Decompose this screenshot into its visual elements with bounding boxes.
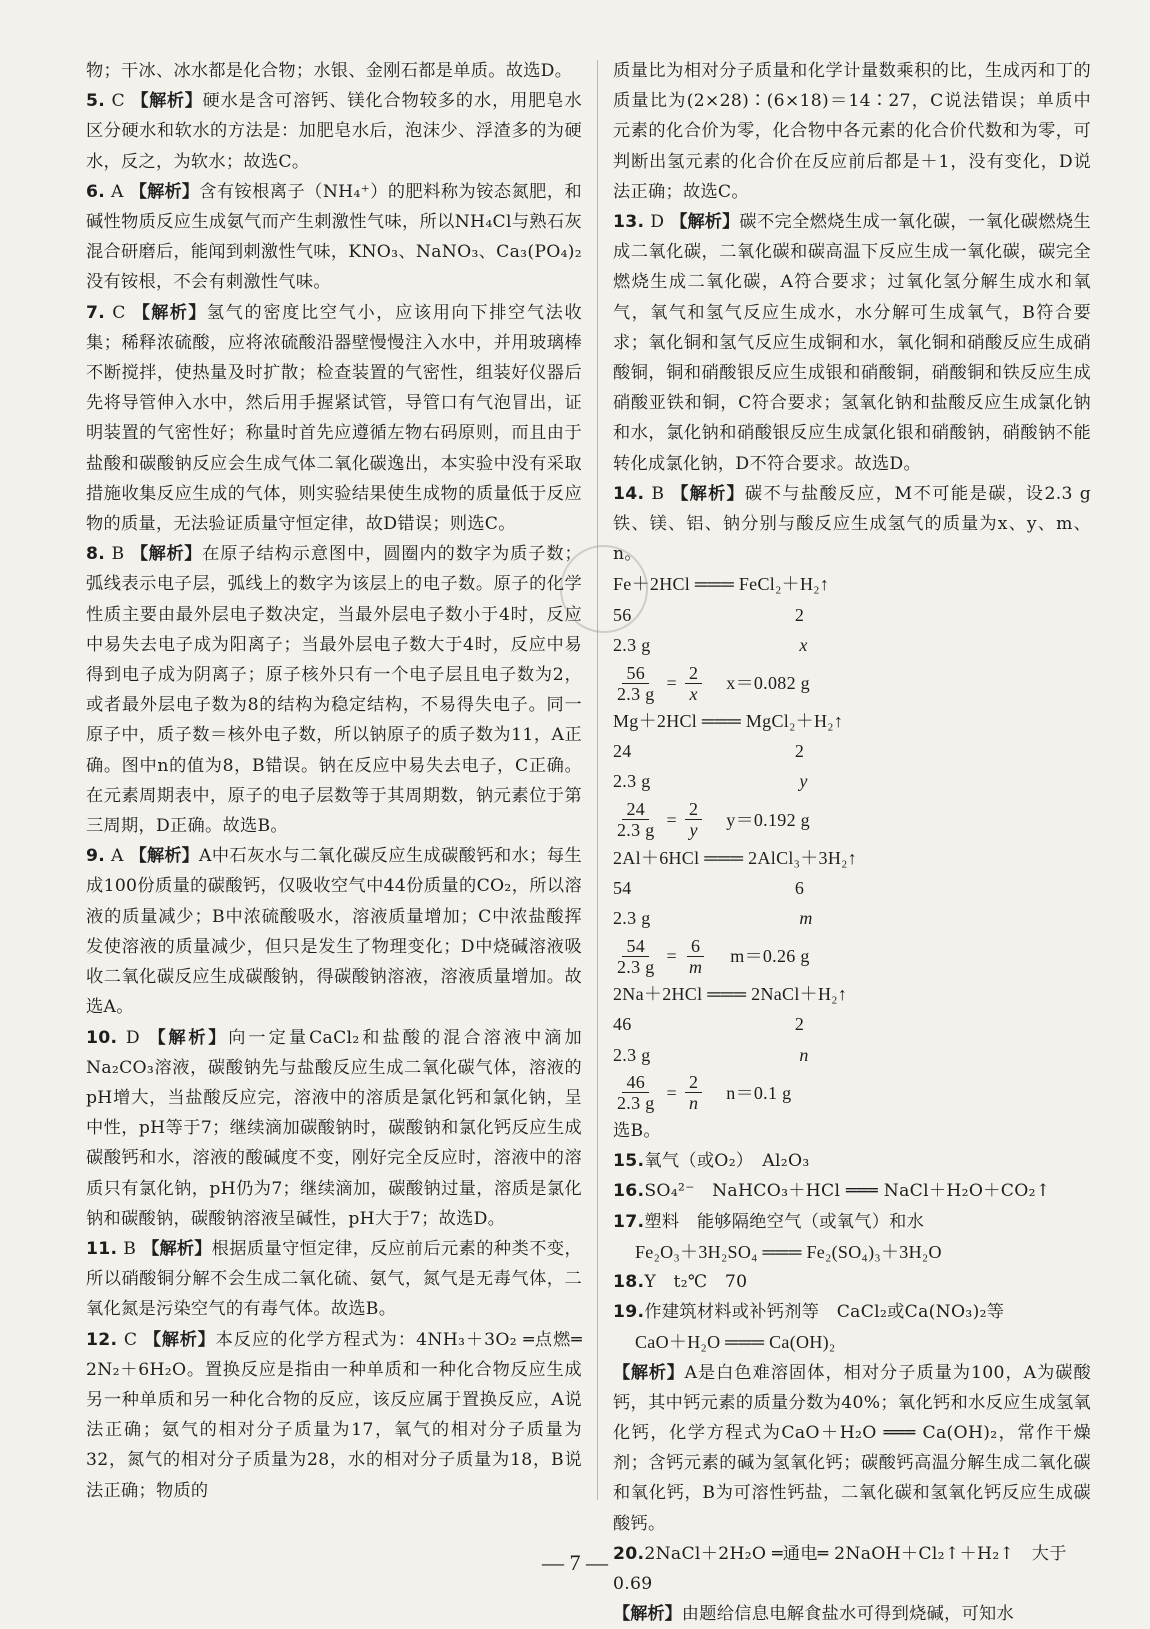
answer-19-equation: CaO＋H₂O ═══ Ca(OH)₂ <box>635 1332 836 1353</box>
analysis-tag: 【解析】 <box>129 181 200 202</box>
answer-13: 13. D 【解析】碳不完全燃烧生成一氧化碳，一氧化碳燃烧生成二氧化碳，二氧化碳和碳高温下反应生成一氧化碳，碳完全燃烧生成二氧化碳，A符合要求；过氧化氢分解生成水和氧气，氧气和氢气反应生成水，水分解可生成氧气，B符合要求；氧化铜和氢气反应生成铜和水，氧化铜和硝酸反应生成硝酸铜，铜和硝酸银反应生成银和硝酸铜，硝酸铜和铁反应生成硝酸亚铁和铜，C符合要求；氢氧化钠和盐酸反应生成氯化钠和水，氯化钠和硝酸银反应生成氯化银和硝酸钠，硝酸钠不能转化成氯化钠，D不符合要求。故选D。 <box>613 212 1091 474</box>
mass-row: 46 2 <box>613 1014 805 1035</box>
answer-letter: A <box>111 181 124 202</box>
column-divider <box>597 60 598 1500</box>
calc-al <box>613 843 1091 980</box>
proportion: $\frac{24}{2.3 g}$ = $\frac{2}{y}$ y＝0.192 g <box>617 799 810 841</box>
analysis-text: 根据质量守恒定律，反应前后元素的种类不变，所以硝酸铜分解不会生成二氧化硫、氨气，氮气是无毒气体，二氧化氮是污染空气的有毒气体。故选B。 <box>86 1238 582 1320</box>
analysis-tag: 【解析】 <box>143 1329 216 1350</box>
analysis-tag: 【解析】 <box>142 1238 212 1259</box>
question-number: 9. <box>86 846 106 867</box>
answer-17-equation: Fe₂O₃＋3H₂SO₄ ═══ Fe₂(SO₄)₃＋3H₂O <box>635 1241 942 1262</box>
answer-letter: D <box>125 1027 140 1048</box>
analysis-tag: 【解析】 <box>131 91 203 112</box>
answer-letter: B <box>111 544 125 565</box>
answer-10 <box>86 1023 582 1234</box>
given-row: 2.3 g y <box>613 771 808 792</box>
calc-block <box>613 569 1091 1115</box>
analysis-text: 在原子结构示意图中，圆圈内的数字为质子数；弧线表示电子层，弧线上的数字为该层上的电子数。原子的化学性质主要由最外层电子数决定，当最外层电子数小于4时，反应中易失去电子成为阳离子；当最外层电子数大于4时，反应中易得到电子成为阴离子；原子核外只有一个电子层且电子数为2，或者最外层电子数为8的结构为稳定结构，不易得失电子。同一原子中，质子数＝核外电子数，所以钠原子的质子数为11，A正确。图中n的值为8，B错误。钠在反应中易失去电子，C正确。在元素周期表中，原子的电子层数等于其周期数，钠元素位于第三周期，D正确。故选B。 <box>86 544 582 837</box>
analysis-text: 硬水是含可溶钙、镁化合物较多的水，用肥皂水区分硬水和软水的方法是：加肥皂水后，泡沫少、浮渣多的为硬水，反之，为软水；故选C。 <box>86 91 583 172</box>
analysis-tag: 【解析】 <box>130 544 203 565</box>
answer-19-analysis: 【解析】A是白色难溶固体，相对分子质量为100，A为碳酸钙，其中钙元素的质量分数为40%；氧化钙和水反应生成氢氧化钙，化学方程式为CaO＋H₂O ═══ Ca(OH)₂，常作干燥剂；含钙元素的碱为氢氧化钙；碳酸钙高温分解生成二氧化碳和氧化钙，B为可溶性钙盐，二氧化碳和氢氧化钙反应生成碳酸钙。 <box>613 1362 1091 1534</box>
analysis-text: 向一定量CaCl₂和盐酸的混合溶液中滴加Na₂CO₃溶液，碳酸钠先与盐酸反应生成二氧化碳气体，溶液的pH增大，当盐酸反应完，溶液中的溶质是氯化钙和氯化钠，呈中性，pH等于7；继续滴加碳酸钠时，碳酸钠和氯化钙反应生成碳酸钙和水，溶液的酸碱度不变，刚好完全反应时，溶液中的溶质只有氯化钠，pH仍为7；继续滴加，碳酸钠过量，溶质是氯化钠和碳酸钠，碳酸钠溶液呈碱性，pH大于7；故选D。 <box>86 1027 583 1229</box>
right-column <box>613 56 1091 1629</box>
answer-letter: C <box>111 91 125 112</box>
left-intro: 物；干冰、冰水都是化合物；水银、金刚石都是单质。故选D。 <box>86 61 573 81</box>
analysis-text: 含有铵根离子（NH₄⁺）的肥料称为铵态氮肥，和碱性物质反应生成氨气而产生刺激性气味，所以NH₄Cl与熟石灰混合研磨后，能闻到刺激性气味，KNO₃、NaNO₃、Ca₃(PO₄)₂没有铵根，不会有刺激性气味。 <box>86 181 583 293</box>
left-answer-list <box>86 86 582 1506</box>
equation: 2Al＋6HCl ═══ 2AlCl₃＋3H₂↑ <box>613 847 858 868</box>
question-number: 10. <box>86 1027 118 1048</box>
answer-6 <box>86 177 582 298</box>
question-number: 7. <box>86 302 106 323</box>
analysis-tag: 【解析】 <box>132 302 207 323</box>
given-row: 2.3 g m <box>613 908 813 929</box>
calc-fe <box>613 569 1091 706</box>
answer-8 <box>86 539 582 841</box>
answer-18: 18.Y t₂℃ 70 <box>613 1271 748 1292</box>
answer-letter: B <box>123 1238 137 1259</box>
proportion: $\frac{56}{2.3 g}$ = $\frac{2}{x}$ x＝0.082 g <box>617 662 810 704</box>
answer-5 <box>86 86 582 177</box>
answer-letter: C <box>123 1329 138 1350</box>
question-number: 11. <box>86 1238 118 1259</box>
mass-row: 24 2 <box>613 741 805 762</box>
mass-row: 56 2 <box>613 604 805 625</box>
equation: Mg＋2HCl ═══ MgCl₂＋H₂↑ <box>613 711 844 732</box>
proportion: $\frac{54}{2.3 g}$ = $\frac{6}{m}$ m＝0.26 g <box>617 935 810 977</box>
analysis-text: 氢气的密度比空气小，应该用向下排空气法收集；稀释浓硫酸，应将浓硫酸沿器壁慢慢注入水中，并用玻璃棒不断搅拌，使热量及时扩散；检查装置的气密性，组装好仪器后先将导管伸入水中，然后用手握紧试管，导管口有气泡冒出，证明装置的气密性好；称量时首先应遵循左物右码原则，而且由于盐酸和碳酸钠反应会生成气体二氧化碳逸出，本实验中没有采取措施收集反应生成的气体，则实验结果使生成物的质量低于反应物的质量，无法验证质量守恒定律，故D错误；则选C。 <box>86 302 582 535</box>
calc-mg <box>613 706 1091 843</box>
equation: Fe＋2HCl ═══ FeCl₂＋H₂↑ <box>613 574 830 595</box>
answer-20: 20.2NaCl＋2H₂O ═通电═ 2NaOH＋Cl₂↑＋H₂↑ 大于0.69 <box>613 1543 1067 1594</box>
answer-7 <box>86 298 582 540</box>
answer-letter: C <box>112 302 126 323</box>
answer-15: 15.氧气（或O₂） Al₂O₃ <box>613 1151 810 1172</box>
answer-19: 19.作建筑材料或补钙剂等 CaCl₂或Ca(NO₃)₂等 <box>613 1302 1005 1323</box>
proportion: $\frac{46}{2.3 g}$ = $\frac{2}{n}$ n＝0.1 g <box>617 1072 792 1114</box>
answer-17: 17.塑料 能够隔绝空气（或氧气）和水 <box>613 1211 925 1232</box>
question-number: 12. <box>86 1329 118 1350</box>
analysis-tag: 【解析】 <box>129 846 199 867</box>
answer-letter: A <box>111 846 124 867</box>
answer-11 <box>86 1234 582 1325</box>
page-number: — 7 — <box>542 1550 608 1575</box>
mass-row: 54 6 <box>613 877 805 898</box>
choose-b: 选B。 <box>613 1120 661 1141</box>
answer-9 <box>86 841 582 1022</box>
equation: 2Na＋2HCl ═══ 2NaCl＋H₂↑ <box>613 984 848 1005</box>
analysis-text: A中石灰水与二氧化碳反应生成碳酸钙和水；每生成100份质量的碳酸钙，仅吸收空气中44份质量的CO₂，所以溶液的质量减少；B中浓硫酸吸水，溶液质量增加；C中浓盐酸挥发使溶液的质量减少，但只是发生了物理变化；D中烧碱溶液吸收二氧化碳反应生成碳酸钠，得碳酸钠溶液，溶液质量增加。故选A。 <box>86 846 583 1018</box>
answer-20-analysis: 【解析】由题给信息电解食盐水可得到烧碱，可知水 <box>613 1604 1015 1625</box>
analysis-tag: 【解析】 <box>148 1027 229 1048</box>
answer-14: 14. B 【解析】碳不与盐酸反应，M不可能是碳，设2.3 g铁、镁、铝、钠分别与酸反应生成氢气的质量为x、y、m、n。 <box>613 483 1092 565</box>
question-number: 8. <box>86 544 106 565</box>
left-column <box>86 56 582 1506</box>
right-intro: 质量比为相对分子质量和化学计量数乘积的比，生成丙和丁的质量比为(2×28)∶(6×18)＝14∶27，C说法错误；单质中元素的化合价为零，化合物中各元素的化合价代数和为零，可判断出氢元素的化合价在反应前后都是＋1，没有变化，D说法正确；故选C。 <box>613 61 1091 202</box>
answer-16: 16.SO₄²⁻ NaHCO₃＋HCl ═══ NaCl＋H₂O＋CO₂↑ <box>613 1181 1051 1202</box>
question-number: 5. <box>86 91 106 112</box>
given-row: 2.3 g n <box>613 1044 809 1065</box>
answer-12 <box>86 1325 582 1506</box>
given-row: 2.3 g x <box>613 634 808 655</box>
question-number: 6. <box>86 181 106 202</box>
analysis-text: 本反应的化学方程式为：4NH₃＋3O₂ ═点燃═ 2N₂＋6H₂O。置换反应是指由一种单质和一种化合物反应生成另一种单质和另一种化合物的反应，该反应属于置换反应，A说法正确；氨气的相对分子质量为17，氧气的相对分子质量为32，氮气的相对分子质量为28，水的相对分子质量为18，B说法正确；物质的 <box>86 1329 582 1501</box>
calc-na <box>613 979 1091 1116</box>
